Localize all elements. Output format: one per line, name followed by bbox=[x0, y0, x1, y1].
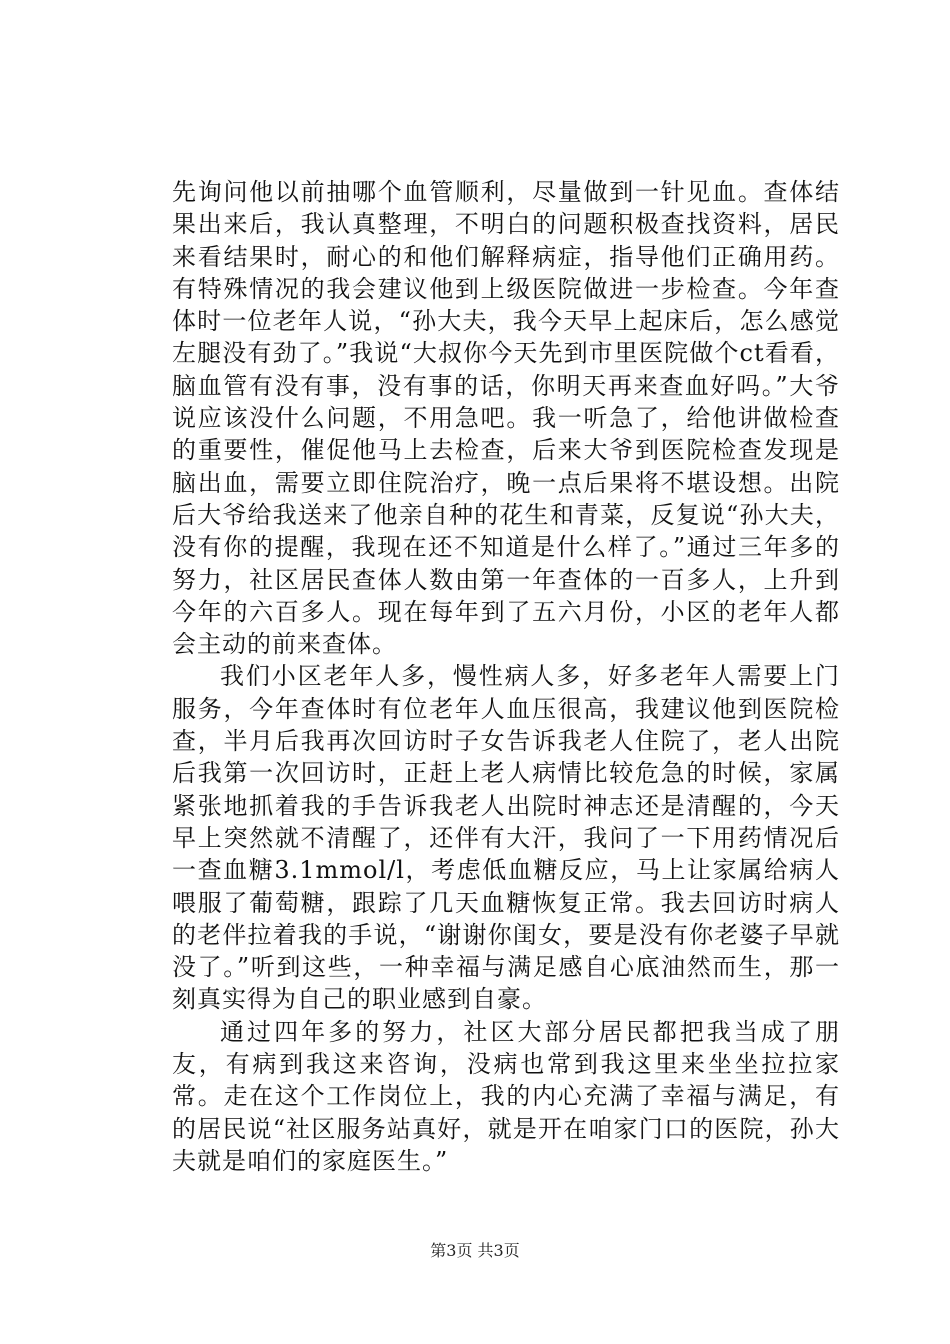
paragraph-3: 通过四年多的努力，社区大部分居民都把我当成了朋友，有病到我这来咨询，没病也常到我这里来坐坐拉拉家常。走在这个工作岗位上，我的内心充满了幸福与满足，有的居民说“社区服务站真好，就是开在咱家门口的医院，孙大夫就是咱们的家庭医生。” bbox=[172, 1017, 840, 1175]
paragraph-2: 我们小区老年人多，慢性病人多，好多老年人需要上门服务，今年查体时有位老年人血压很高，我建议他到医院检查，半月后我再次回访时子女告诉我老人住院了，老人出院后我第一次回访时，正赶上老人病情比较危急的时候，家属紧张地抓着我的手告诉我老人出院时神志还是清醒的，今天早上突然就不清醒了，还伴有大汗，我问了一下用药情况后一查血糖3.1mmol/l，考虑低血糖反应，马上让家属给病人喂服了葡萄糖，跟踪了几天血糖恢复正常。我去回访时病人的老伴拉着我的手说，“谢谢你闺女，要是没有你老婆子早就没了。”听到这些，一种幸福与满足感自心底油然而生，那一刻真实得为自己的职业感到自豪。 bbox=[172, 662, 840, 1014]
page-footer: 第3页 共3页 bbox=[430, 1241, 520, 1260]
body-text bbox=[172, 176, 840, 1177]
paragraph-1: 先询问他以前抽哪个血管顺利，尽量做到一针见血。查体结果出来后，我认真整理，不明白的问题积极查找资料，居民来看结果时，耐心的和他们解释病症，指导他们正确用药。有特殊情况的我会建议他到上级医院做进一步检查。今年查体时一位老年人说，“孙大夫，我今天早上起床后，怎么感觉左腿没有劲了。”我说“大叔你今天先到市里医院做个ct看看，脑血管有没有事，没有事的话，你明天再来查血好吗。”大爷说应该没什么问题，不用急吧。我一听急了，给他讲做检查的重要性，催促他马上去检查，后来大爷到医院检查发现是脑出血，需要立即住院治疗，晚一点后果将不堪设想。出院后大爷给我送来了他亲自种的花生和青菜，反复说“孙大夫，没有你的提醒，我现在还不知道是什么样了。”通过三年多的努力，社区居民查体人数由第一年查体的一百多人，上升到今年的六百多人。现在每年到了五六月份，小区的老年人都会主动的前来查体。 bbox=[172, 178, 840, 659]
